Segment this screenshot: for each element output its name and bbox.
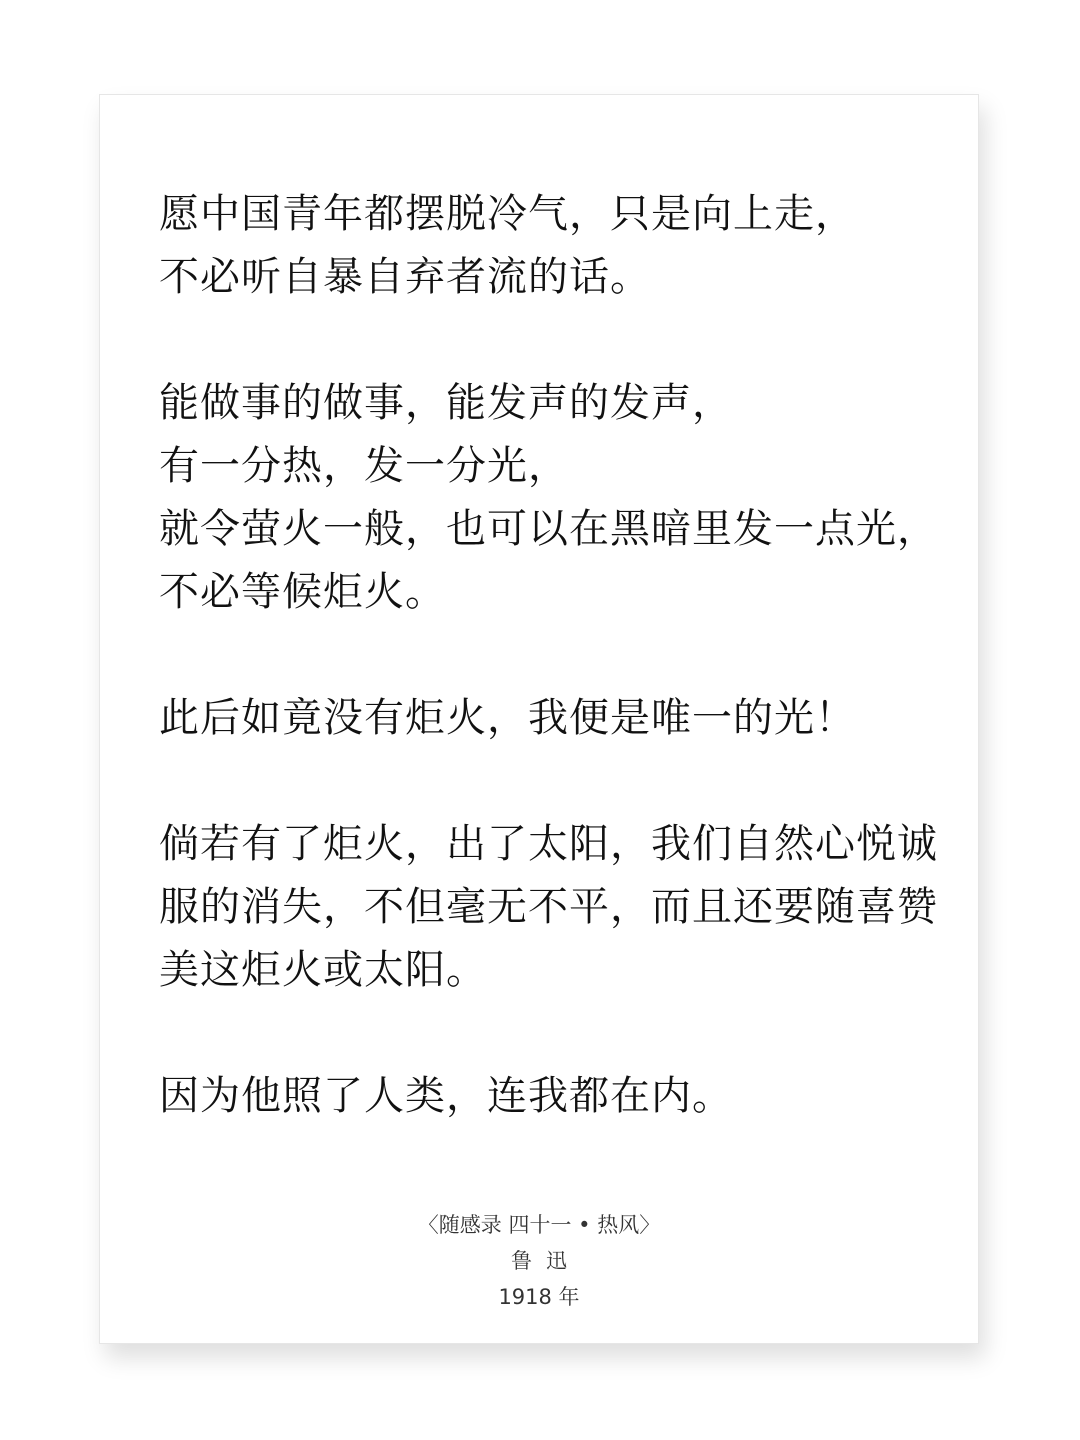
stanza-gap [159, 624, 959, 687]
stanza-5 [159, 1065, 959, 1128]
poem-line: 倘若有了炬火，出了太阳，我们自然心悦诚 [159, 821, 938, 867]
poem-line: 服的消失，不但毫无不平，而且还要随喜赞 [159, 884, 938, 930]
stanza-2 [159, 372, 959, 624]
poem-line: 不必等候炬火。 [159, 569, 446, 615]
stanza-1 [159, 183, 959, 309]
poem-body [159, 183, 959, 1128]
poem-line: 此后如竟没有炬火，我便是唯一的光！ [159, 695, 856, 741]
poem-line: 愿中国青年都摆脱冷气，只是向上走， [159, 191, 856, 237]
attribution [100, 1207, 978, 1315]
source-title: 〈随感录 四十一 • 热风〉 [417, 1213, 661, 1237]
poem-card [99, 94, 979, 1344]
poem-line: 就令萤火一般，也可以在黑暗里发一点光， [159, 506, 938, 552]
stanza-gap [159, 1002, 959, 1065]
stanza-4 [159, 813, 959, 1002]
poem-line: 美这炬火或太阳。 [159, 947, 487, 993]
stanza-gap [159, 750, 959, 813]
stanza-3 [159, 687, 959, 750]
year: 1918 年 [498, 1285, 580, 1309]
stanza-gap [159, 309, 959, 372]
author-name: 鲁迅 [511, 1249, 581, 1273]
poem-line: 有一分热，发一分光， [159, 443, 569, 489]
poem-line: 不必听自暴自弃者流的话。 [159, 254, 651, 300]
poem-line: 因为他照了人类，连我都在内。 [159, 1073, 733, 1119]
poem-line: 能做事的做事，能发声的发声， [159, 380, 733, 426]
